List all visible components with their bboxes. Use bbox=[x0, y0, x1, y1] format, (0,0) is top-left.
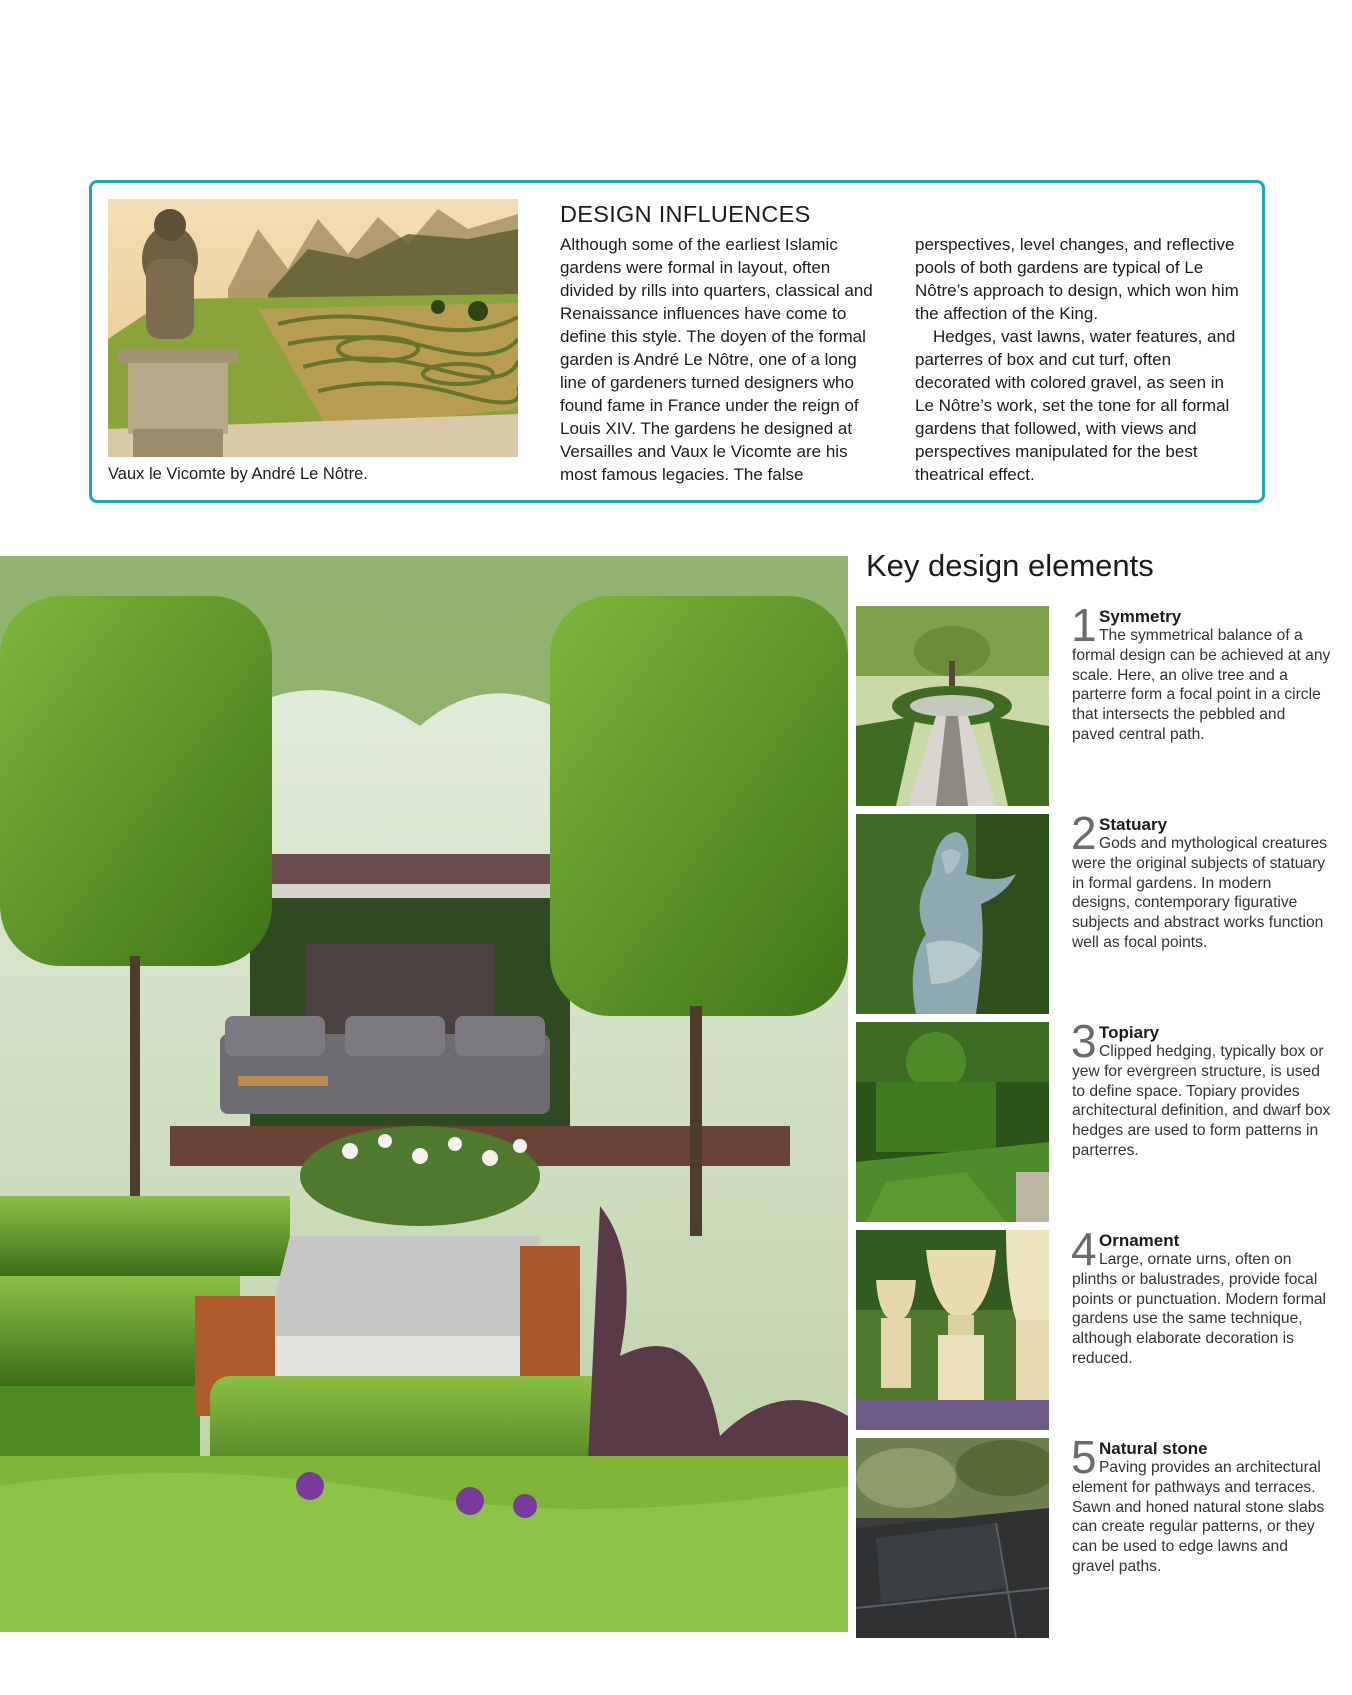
design-influences-paragraph-1-continued: perspectives, level changes, and reflective pools of both gardens are typical of Le Nôtre’s approach to design, which won him the affection of the King. bbox=[915, 235, 1239, 323]
element-symmetry bbox=[856, 599, 1336, 806]
element-number-2: 2 bbox=[1071, 807, 1097, 859]
element-number-4: 4 bbox=[1071, 1223, 1097, 1275]
design-influences-column-2 bbox=[915, 233, 1245, 486]
symmetry-title: Symmetry bbox=[1099, 607, 1182, 626]
element-natural-stone bbox=[856, 1431, 1336, 1638]
element-topiary bbox=[856, 1015, 1336, 1222]
element-ornament bbox=[856, 1223, 1336, 1430]
ornament-photo bbox=[856, 1230, 1049, 1430]
design-influences-paragraph-2: Hedges, vast lawns, water features, and parterres of box and cut turf, often decorated with colored gravel, as seen in Le Nôtre’s work, set the tone for all formal gardens that followed, with views and perspectives manipulated for the best theatrical effect. bbox=[915, 327, 1236, 484]
design-influences-heading: DESIGN INFLUENCES bbox=[560, 201, 811, 227]
symmetry-photo bbox=[856, 606, 1049, 806]
symmetry-text: The symmetrical balance of a formal design can be achieved at any scale. Here, an olive tree and a parterre form a focal point in a circle that intersects the pebbled and paved central path. bbox=[1072, 627, 1331, 743]
element-number-3: 3 bbox=[1071, 1015, 1097, 1067]
design-influences-column-1 bbox=[560, 233, 878, 486]
statuary-text: Gods and mythological creatures were the original subjects of statuary in formal gardens. In modern designs, contemporary figurative subjects and abstract works function well as focal points. bbox=[1072, 835, 1327, 951]
formal-garden-photo bbox=[0, 556, 848, 1632]
element-number-5: 5 bbox=[1071, 1431, 1097, 1483]
vaux-photo-caption: Vaux le Vicomte by André Le Nôtre. bbox=[108, 465, 368, 483]
ornament-title: Ornament bbox=[1099, 1231, 1180, 1250]
natural-stone-title: Natural stone bbox=[1099, 1439, 1208, 1458]
element-statuary bbox=[856, 807, 1336, 1014]
element-number-1: 1 bbox=[1071, 599, 1097, 651]
topiary-text: Clipped hedging, typically box or yew for evergreen structure, is used to define space. Topiary provides architectural definition, and dwarf box hedges are used to form patterns in parterres. bbox=[1072, 1043, 1331, 1159]
ornament-text: Large, ornate urns, often on plinths or balustrades, provide focal points or punctuation. Modern formal gardens use the same technique, although elaborate decoration is reduced. bbox=[1072, 1251, 1326, 1367]
key-design-elements-heading: Key design elements bbox=[866, 548, 1154, 583]
natural-stone-photo bbox=[856, 1438, 1049, 1638]
topiary-title: Topiary bbox=[1099, 1023, 1160, 1042]
design-influences-paragraph-1: Although some of the earliest Islamic gardens were formal in layout, often divided by rills into quarters, classical and Renaissance influences have come to define this style. The doyen of the formal garden is André Le Nôtre, one of a long line of gardeners turned designers who found fame in France under the reign of Louis XIV. The gardens he designed at Versailles and Vaux le Vicomte are his most famous legacies. The false bbox=[560, 235, 873, 484]
topiary-photo bbox=[856, 1022, 1049, 1222]
natural-stone-text: Paving provides an architectural element for pathways and terraces. Sawn and honed natural stone slabs can create regular patterns, or they can be used to edge lawns and gravel paths. bbox=[1072, 1459, 1325, 1575]
vaux-le-vicomte-photo bbox=[108, 199, 518, 457]
design-influences-box bbox=[89, 180, 1265, 503]
statuary-title: Statuary bbox=[1099, 815, 1168, 834]
statuary-photo bbox=[856, 814, 1049, 1014]
